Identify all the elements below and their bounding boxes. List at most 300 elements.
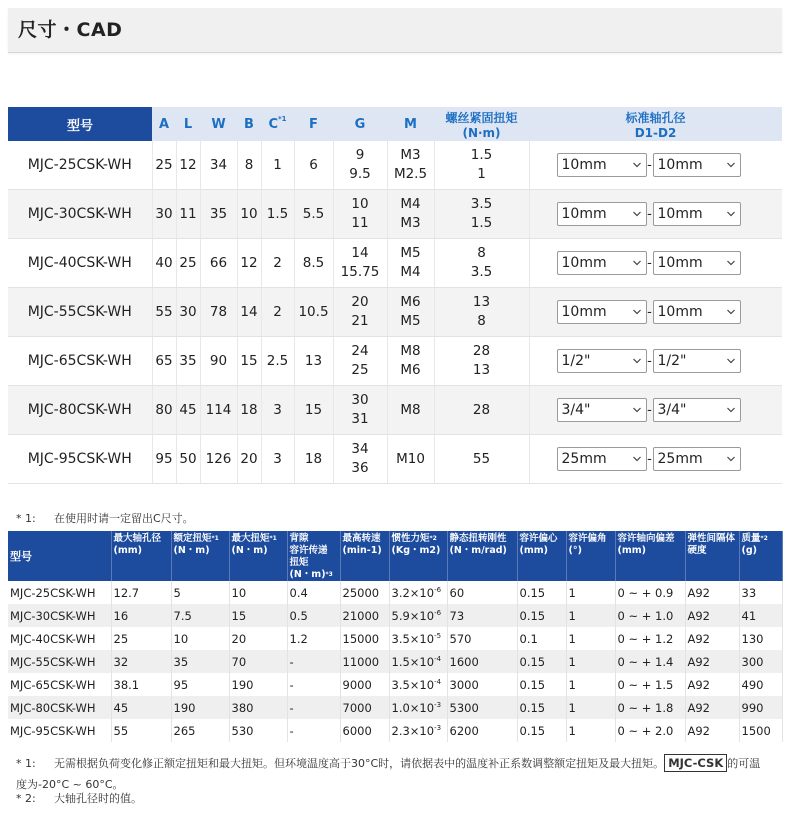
spec-header-inertia bbox=[389, 531, 447, 581]
cell-value: 126 bbox=[205, 450, 232, 467]
cell-misalign: 0.1 bbox=[517, 627, 566, 650]
cell-rated-torque: 265 bbox=[171, 719, 229, 742]
cell-value: 65 bbox=[155, 352, 173, 369]
cell-backlash: - bbox=[287, 650, 340, 673]
cell-line: 14 bbox=[351, 245, 369, 261]
spec-header-max-torque-unit: (N・m) bbox=[231, 545, 268, 556]
cell-w bbox=[200, 386, 237, 435]
spec-header-model: 型号 bbox=[8, 531, 111, 581]
cell-value: 15 bbox=[240, 352, 258, 369]
cell-model bbox=[8, 386, 152, 435]
inertia-base: 1.5×10 bbox=[391, 654, 435, 669]
cell-angle: 1 bbox=[566, 604, 615, 627]
spec-header-backlash-l1: 背隙 bbox=[289, 533, 309, 544]
cell-value: 45 bbox=[179, 401, 197, 418]
bore-d2-select[interactable] bbox=[653, 251, 741, 275]
cell-line: M3 bbox=[400, 215, 421, 231]
cell-value: MJC-95CSK-WH bbox=[27, 450, 132, 467]
chevron-down-icon bbox=[727, 161, 735, 169]
cell-value: 50 bbox=[179, 450, 197, 467]
cell-c bbox=[261, 435, 294, 484]
cell-misalign: 0.15 bbox=[517, 719, 566, 742]
cell-f bbox=[294, 141, 333, 190]
spec-header-axial-label: 容许轴向偏差 bbox=[617, 533, 675, 544]
cell-stiffness: 1600 bbox=[447, 650, 517, 673]
cell-value: 114 bbox=[205, 401, 232, 418]
cell-inertia bbox=[389, 604, 447, 627]
spec-header-spacer bbox=[685, 531, 739, 581]
cell-b bbox=[237, 337, 261, 386]
cell-value: 30 bbox=[155, 205, 173, 222]
cell-value: 30 bbox=[179, 303, 197, 320]
cell-value: 8 bbox=[244, 156, 254, 173]
cell-l bbox=[176, 386, 200, 435]
table-row bbox=[8, 696, 782, 719]
cell-spacer: A92 bbox=[685, 719, 739, 742]
cell-g bbox=[333, 435, 387, 484]
cell-angle: 1 bbox=[566, 673, 615, 696]
footnote-text: 的可温 bbox=[727, 757, 761, 770]
spec-header-mass-label: 质量 bbox=[741, 533, 761, 544]
cell-line: 36 bbox=[351, 460, 369, 476]
cell-w bbox=[200, 239, 237, 288]
col-header-bore bbox=[529, 107, 782, 141]
chevron-down-icon bbox=[727, 357, 735, 365]
table-row bbox=[8, 650, 782, 673]
footnote-c-dimension bbox=[16, 510, 194, 526]
bore-separator: - bbox=[647, 304, 652, 320]
col-header-model: 型号 bbox=[8, 107, 152, 141]
bore-d1-select[interactable] bbox=[557, 202, 647, 226]
cell-max-speed: 21000 bbox=[340, 604, 389, 627]
col-header-c-note: *1 bbox=[278, 114, 287, 123]
cell-bore bbox=[529, 288, 782, 337]
spec-header-mass bbox=[739, 531, 782, 581]
cell-value: MJC-30CSK-WH bbox=[27, 205, 132, 222]
bore-d2-select[interactable] bbox=[653, 300, 741, 324]
cell-value: 78 bbox=[209, 303, 228, 320]
spec-header-max-torque bbox=[229, 531, 287, 581]
inertia-base: 3.2×10 bbox=[391, 585, 435, 600]
col-header-torque bbox=[434, 107, 529, 141]
model-link-badge[interactable]: MJC-CSK bbox=[664, 754, 727, 772]
bore-separator: - bbox=[647, 206, 652, 222]
spec-header-inertia-note: *2 bbox=[429, 535, 437, 542]
cell-rated-torque: 95 bbox=[171, 673, 229, 696]
cell-max-bore: 16 bbox=[111, 604, 171, 627]
cell-value: M8 bbox=[400, 401, 421, 418]
cell-backlash: 0.5 bbox=[287, 604, 340, 627]
cell-a bbox=[152, 337, 176, 386]
cell-l bbox=[176, 239, 200, 288]
cell-line: 20 bbox=[351, 294, 369, 310]
bore-d1-select[interactable] bbox=[557, 447, 647, 471]
cell-g bbox=[333, 141, 387, 190]
cell-value: 1 bbox=[273, 156, 282, 173]
cell-a bbox=[152, 435, 176, 484]
cell-inertia bbox=[389, 696, 447, 719]
bore-d1-select[interactable] bbox=[557, 153, 647, 177]
footnote-max-bore bbox=[16, 790, 142, 806]
select-value: 1/2" bbox=[657, 353, 687, 369]
cell-model bbox=[8, 288, 152, 337]
col-header-w: W bbox=[200, 107, 237, 141]
spec-header-angle bbox=[566, 531, 615, 581]
cell-model: MJC-30CSK-WH bbox=[8, 604, 111, 627]
col-header-f: F bbox=[294, 107, 333, 141]
footnote-text: 大轴孔径时的值。 bbox=[54, 792, 142, 805]
chevron-down-icon bbox=[727, 259, 735, 267]
cell-value: 12 bbox=[179, 156, 197, 173]
col-header-c-label: C bbox=[268, 116, 278, 132]
cell-line: 31 bbox=[351, 411, 369, 427]
spec-header-axial bbox=[615, 531, 685, 581]
cell-a bbox=[152, 239, 176, 288]
cell-backlash: 1.2 bbox=[287, 627, 340, 650]
cell-bore bbox=[529, 435, 782, 484]
cell-a bbox=[152, 190, 176, 239]
cell-value: 90 bbox=[209, 352, 228, 369]
spec-header-misalign-unit: (mm) bbox=[519, 545, 548, 556]
cell-line: 25 bbox=[351, 362, 369, 378]
cell-max-torque: 10 bbox=[229, 581, 287, 604]
cell-torque bbox=[434, 239, 529, 288]
chevron-down-icon bbox=[633, 308, 641, 316]
cell-max-bore: 12.7 bbox=[111, 581, 171, 604]
cell-spacer: A92 bbox=[685, 581, 739, 604]
cell-misalign: 0.15 bbox=[517, 696, 566, 719]
cell-rated-torque: 10 bbox=[171, 627, 229, 650]
cell-line: 15.75 bbox=[340, 264, 380, 280]
bore-d1-select[interactable] bbox=[557, 398, 647, 422]
table-row bbox=[8, 288, 782, 337]
cell-max-torque: 15 bbox=[229, 604, 287, 627]
chevron-down-icon bbox=[727, 455, 735, 463]
cell-mass: 130 bbox=[739, 627, 782, 650]
cell-c bbox=[261, 386, 294, 435]
select-value: 10mm bbox=[657, 304, 703, 320]
bore-d1-select[interactable] bbox=[557, 251, 647, 275]
chevron-down-icon bbox=[633, 161, 641, 169]
cell-line: M5 bbox=[400, 313, 421, 329]
cell-m bbox=[387, 190, 434, 239]
cell-rated-torque: 5 bbox=[171, 581, 229, 604]
inertia-exponent: -3 bbox=[434, 700, 442, 709]
col-header-b: B bbox=[237, 107, 261, 141]
col-header-m: M bbox=[387, 107, 434, 141]
cell-value: 55 bbox=[472, 450, 491, 467]
cell-value: M10 bbox=[396, 450, 425, 467]
cell-stiffness: 60 bbox=[447, 581, 517, 604]
cell-torque bbox=[434, 190, 529, 239]
inertia-exponent: -3 bbox=[434, 723, 442, 732]
cell-value: 55 bbox=[155, 303, 173, 320]
table-row bbox=[8, 719, 782, 742]
cell-b bbox=[237, 239, 261, 288]
cell-c bbox=[261, 337, 294, 386]
bore-separator: - bbox=[647, 255, 652, 271]
spec-header-angle-label: 容许偏角 bbox=[568, 533, 607, 544]
table-row bbox=[8, 581, 782, 604]
cell-angle: 1 bbox=[566, 719, 615, 742]
table-row bbox=[8, 604, 782, 627]
cell-max-torque: 380 bbox=[229, 696, 287, 719]
spec-header-max-speed bbox=[340, 531, 389, 581]
table-row bbox=[8, 239, 782, 288]
spec-header-max-speed-unit: (min-1) bbox=[342, 545, 382, 556]
cell-misalign: 0.15 bbox=[517, 673, 566, 696]
bore-d2-select[interactable] bbox=[653, 398, 741, 422]
cell-stiffness: 570 bbox=[447, 627, 517, 650]
cell-value: MJC-80CSK-WH bbox=[27, 401, 132, 418]
bore-d1-select[interactable] bbox=[557, 300, 647, 324]
cell-line: 8 bbox=[477, 245, 486, 261]
chevron-down-icon bbox=[633, 259, 641, 267]
cell-max-bore: 25 bbox=[111, 627, 171, 650]
cell-value: 28 bbox=[472, 401, 491, 418]
cell-line: M6 bbox=[400, 362, 421, 378]
col-header-l: L bbox=[176, 107, 200, 141]
cell-b bbox=[237, 435, 261, 484]
cell-line: M4 bbox=[400, 264, 421, 280]
spec-header-inertia-label: 惯性力矩 bbox=[391, 533, 430, 544]
cell-value: 40 bbox=[155, 254, 173, 271]
bore-d2-select[interactable] bbox=[653, 153, 741, 177]
spec-header-axial-unit: (mm) bbox=[617, 545, 646, 556]
footnote-torque bbox=[16, 753, 782, 795]
cell-a bbox=[152, 141, 176, 190]
cell-angle: 1 bbox=[566, 627, 615, 650]
spec-header-backlash-l2: 容许传递 bbox=[289, 545, 328, 556]
cell-value: 14 bbox=[240, 303, 258, 320]
spec-header-rated-torque-label: 额定扭矩 bbox=[173, 533, 212, 544]
cell-line: 28 bbox=[472, 343, 491, 359]
cell-c bbox=[261, 288, 294, 337]
select-value: 10mm bbox=[561, 255, 607, 271]
select-value: 10mm bbox=[561, 304, 607, 320]
cell-m bbox=[387, 239, 434, 288]
cell-max-torque: 530 bbox=[229, 719, 287, 742]
col-header-bore-sub: D1-D2 bbox=[634, 125, 677, 140]
bore-separator: - bbox=[647, 157, 652, 173]
cell-mass: 1500 bbox=[739, 719, 782, 742]
cell-value: MJC-65CSK-WH bbox=[27, 352, 132, 369]
cell-f bbox=[294, 435, 333, 484]
cell-mass: 41 bbox=[739, 604, 782, 627]
cell-value: 20 bbox=[240, 450, 258, 467]
cell-g bbox=[333, 288, 387, 337]
cell-f bbox=[294, 288, 333, 337]
cell-model bbox=[8, 190, 152, 239]
cell-c bbox=[261, 141, 294, 190]
inertia-exponent: -6 bbox=[434, 608, 442, 617]
cell-m bbox=[387, 337, 434, 386]
table-row bbox=[8, 141, 782, 190]
cell-l bbox=[176, 288, 200, 337]
cell-misalign: 0.15 bbox=[517, 650, 566, 673]
spec-header-max-torque-note: *1 bbox=[269, 535, 277, 542]
cell-max-speed: 9000 bbox=[340, 673, 389, 696]
spec-header-angle-unit: (°) bbox=[568, 545, 582, 556]
cell-backlash: - bbox=[287, 673, 340, 696]
cell-stiffness: 3000 bbox=[447, 673, 517, 696]
cell-model bbox=[8, 337, 152, 386]
bore-d2-select[interactable] bbox=[653, 202, 741, 226]
select-value: 10mm bbox=[561, 157, 607, 173]
col-header-torque-label: 螺丝紧固扭矩 bbox=[445, 110, 518, 125]
cell-torque bbox=[434, 141, 529, 190]
cell-mass: 990 bbox=[739, 696, 782, 719]
cell-model: MJC-80CSK-WH bbox=[8, 696, 111, 719]
cell-bore bbox=[529, 239, 782, 288]
cell-model bbox=[8, 435, 152, 484]
chevron-down-icon bbox=[633, 210, 641, 218]
cell-rated-torque: 190 bbox=[171, 696, 229, 719]
cell-b bbox=[237, 288, 261, 337]
cell-value: 15 bbox=[304, 401, 323, 418]
cell-value: 6 bbox=[309, 156, 318, 173]
cell-angle: 1 bbox=[566, 581, 615, 604]
cell-torque bbox=[434, 337, 529, 386]
cell-model: MJC-25CSK-WH bbox=[8, 581, 111, 604]
inertia-exponent: -4 bbox=[434, 654, 442, 663]
spec-header-max-bore: 最大轴孔径 (mm) bbox=[111, 531, 171, 581]
table-row bbox=[8, 627, 782, 650]
cell-value: 11 bbox=[179, 205, 197, 222]
cell-value: MJC-25CSK-WH bbox=[27, 156, 132, 173]
spec-header-spacer-l2: 硬度 bbox=[687, 545, 707, 556]
cell-axial: 0 ~ + 1.8 bbox=[615, 696, 685, 719]
cell-bore bbox=[529, 190, 782, 239]
col-header-a: A bbox=[152, 107, 176, 141]
inertia-exponent: -6 bbox=[434, 585, 442, 594]
spec-header-misalign bbox=[517, 531, 566, 581]
cell-line: 9 bbox=[355, 147, 365, 163]
spec-header-mass-note: *2 bbox=[760, 535, 768, 542]
cell-bore bbox=[529, 141, 782, 190]
spec-header-stiffness-label: 静态扭转刚性 bbox=[449, 533, 507, 544]
cell-max-bore: 32 bbox=[111, 650, 171, 673]
cell-inertia bbox=[389, 581, 447, 604]
cell-value: MJC-55CSK-WH bbox=[27, 303, 132, 320]
cell-max-bore: 38.1 bbox=[111, 673, 171, 696]
cell-axial: 0 ~ + 1.2 bbox=[615, 627, 685, 650]
cell-max-torque: 20 bbox=[229, 627, 287, 650]
cell-axial: 0 ~ + 1.5 bbox=[615, 673, 685, 696]
cell-line: 24 bbox=[351, 343, 369, 359]
cell-w bbox=[200, 141, 237, 190]
cell-max-speed: 6000 bbox=[340, 719, 389, 742]
spec-header-backlash-note: *3 bbox=[325, 571, 333, 578]
cell-b bbox=[237, 141, 261, 190]
cell-model: MJC-55CSK-WH bbox=[8, 650, 111, 673]
inertia-base: 3.5×10 bbox=[391, 677, 435, 692]
cell-line: M5 bbox=[400, 245, 421, 261]
cell-line: M3 bbox=[400, 147, 421, 163]
cell-angle: 1 bbox=[566, 650, 615, 673]
cell-b bbox=[237, 386, 261, 435]
chevron-down-icon bbox=[633, 406, 641, 414]
cell-value: 25 bbox=[155, 156, 173, 173]
cell-m bbox=[387, 288, 434, 337]
cell-misalign: 0.15 bbox=[517, 604, 566, 627]
cell-spacer: A92 bbox=[685, 604, 739, 627]
select-value: 1/2" bbox=[561, 353, 591, 369]
bore-d2-select[interactable] bbox=[653, 349, 741, 373]
cell-value: 2.5 bbox=[266, 352, 289, 369]
cell-l bbox=[176, 337, 200, 386]
cell-value: 10.5 bbox=[298, 303, 329, 320]
cell-line: 30 bbox=[351, 392, 369, 408]
spec-header-misalign-label: 容许偏心 bbox=[519, 533, 558, 544]
cell-rated-torque: 35 bbox=[171, 650, 229, 673]
cell-torque bbox=[434, 288, 529, 337]
cell-line: M4 bbox=[400, 196, 421, 212]
spec-header-backlash bbox=[287, 531, 340, 581]
cell-value: 3 bbox=[273, 450, 282, 467]
cell-value: 10 bbox=[240, 205, 258, 222]
cell-l bbox=[176, 190, 200, 239]
footnote-mark: * 1: bbox=[16, 512, 36, 525]
cell-f bbox=[294, 239, 333, 288]
cell-model bbox=[8, 239, 152, 288]
cell-spacer: A92 bbox=[685, 673, 739, 696]
bore-d2-select[interactable] bbox=[653, 447, 741, 471]
spec-header-mass-unit: (g) bbox=[741, 545, 757, 556]
spec-header-inertia-unit: (Kg・m2) bbox=[391, 545, 441, 556]
cell-line: 10 bbox=[351, 196, 369, 212]
cell-line: 13 bbox=[472, 362, 491, 378]
cell-value: 80 bbox=[155, 401, 173, 418]
footnote-text: 在使用时请一定留出C尺寸。 bbox=[54, 512, 194, 525]
cell-model: MJC-40CSK-WH bbox=[8, 627, 111, 650]
spec-header-stiffness-unit: (N・m/rad) bbox=[449, 545, 507, 556]
cell-axial: 0 ~ + 1.4 bbox=[615, 650, 685, 673]
chevron-down-icon bbox=[633, 455, 641, 463]
cell-max-speed: 7000 bbox=[340, 696, 389, 719]
cell-value: 35 bbox=[209, 205, 228, 222]
cell-value: 5.5 bbox=[302, 205, 325, 222]
inertia-exponent: -4 bbox=[434, 677, 442, 686]
cell-l bbox=[176, 141, 200, 190]
cell-mass: 33 bbox=[739, 581, 782, 604]
cell-line: M6 bbox=[400, 294, 421, 310]
cell-stiffness: 73 bbox=[447, 604, 517, 627]
cell-model: MJC-65CSK-WH bbox=[8, 673, 111, 696]
cell-g bbox=[333, 239, 387, 288]
cell-w bbox=[200, 288, 237, 337]
cell-g bbox=[333, 386, 387, 435]
bore-d1-select[interactable] bbox=[557, 349, 647, 373]
cell-torque bbox=[434, 435, 529, 484]
cell-max-torque: 70 bbox=[229, 650, 287, 673]
cell-bore bbox=[529, 386, 782, 435]
cell-spacer: A92 bbox=[685, 696, 739, 719]
cell-line: 21 bbox=[351, 313, 369, 329]
table-row bbox=[8, 386, 782, 435]
select-value: 25mm bbox=[657, 451, 703, 467]
cell-value: 13 bbox=[304, 352, 323, 369]
cell-a bbox=[152, 288, 176, 337]
cell-inertia bbox=[389, 673, 447, 696]
select-value: 3/4" bbox=[561, 402, 591, 418]
cell-stiffness: 6200 bbox=[447, 719, 517, 742]
cell-backlash: - bbox=[287, 719, 340, 742]
cell-w bbox=[200, 337, 237, 386]
cell-model: MJC-95CSK-WH bbox=[8, 719, 111, 742]
cell-backlash: - bbox=[287, 696, 340, 719]
select-value: 10mm bbox=[657, 255, 703, 271]
